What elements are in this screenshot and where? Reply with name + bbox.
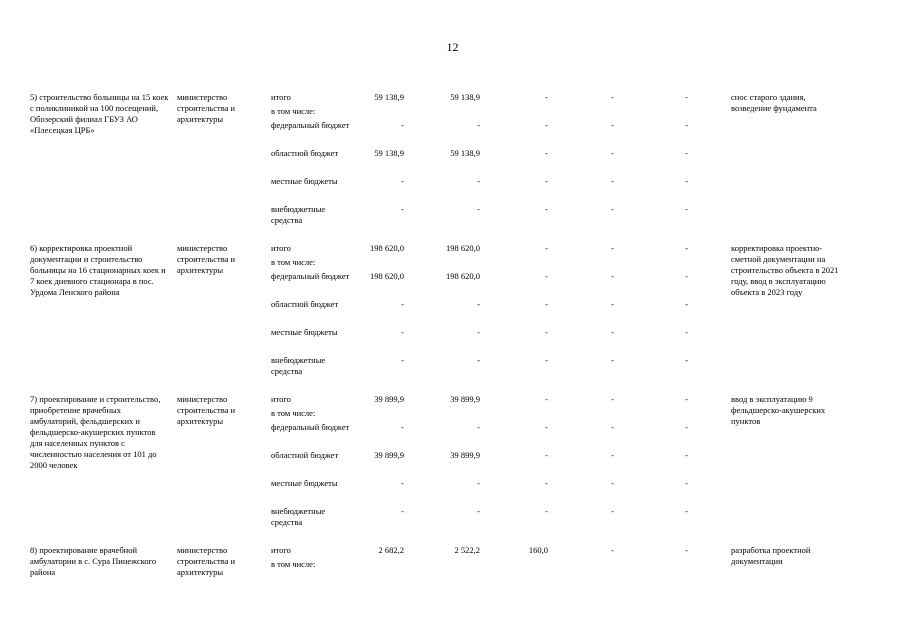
amount-cell: -: [545, 176, 548, 186]
amount-cell: -: [685, 120, 688, 130]
amount-cell: -: [401, 299, 404, 309]
amount-cell: -: [685, 422, 688, 432]
amount-cell: -: [685, 394, 688, 404]
amount-cell: -: [545, 506, 548, 516]
amount-cell: -: [611, 204, 614, 214]
amount-cell: -: [545, 204, 548, 214]
amount-cell: -: [477, 120, 480, 130]
amount-cell: -: [611, 478, 614, 488]
amount-cell: -: [611, 545, 614, 555]
funding-source: федеральный бюджет: [271, 271, 350, 281]
amount-cell: -: [545, 422, 548, 432]
amount-cell: -: [685, 204, 688, 214]
amount-cell: -: [685, 243, 688, 253]
amount-cell: -: [685, 92, 688, 102]
amount-cell: -: [401, 422, 404, 432]
amount-cell: 198 620,0: [370, 243, 404, 253]
amount-cell: -: [401, 478, 404, 488]
amount-cell: 59 138,9: [374, 148, 404, 158]
funding-source: местные бюджеты: [271, 176, 338, 186]
amount-cell: -: [477, 299, 480, 309]
amount-cell: -: [611, 355, 614, 365]
funding-source: в том числе:: [271, 559, 316, 569]
amount-cell: 2 682,2: [378, 545, 404, 555]
responsible-executor: министерство строительства и архитектуры: [177, 92, 236, 124]
amount-cell: 39 899,9: [450, 450, 480, 460]
amount-cell: 39 899,9: [450, 394, 480, 404]
amount-cell: -: [545, 394, 548, 404]
amount-cell: 160,0: [528, 545, 548, 555]
amount-cell: -: [611, 506, 614, 516]
amount-cell: -: [477, 327, 480, 337]
event-name: 7) проектирование и строительство, приобретение врачебных амбулаторий, фельдшерских и фельдшерско-акушерских пунктов для населенных пунктов с численностью населения от 101 до 2000 человек: [30, 394, 161, 470]
funding-source: итого: [271, 394, 291, 404]
amount-cell: 198 620,0: [370, 271, 404, 281]
amount-cell: 198 620,0: [446, 243, 480, 253]
event-name: 6) корректировка проектной документации и строительство больницы на 16 стационарных коек и 7 коек дневного стационара в пос. Урдома Ленского района: [30, 243, 166, 297]
amount-cell: 2 522,2: [454, 545, 480, 555]
funding-source: итого: [271, 243, 291, 253]
funding-source: федеральный бюджет: [271, 120, 350, 130]
amount-cell: -: [611, 450, 614, 460]
amount-cell: -: [545, 271, 548, 281]
funding-source: местные бюджеты: [271, 478, 338, 488]
amount-cell: 39 899,9: [374, 394, 404, 404]
amount-cell: -: [611, 327, 614, 337]
amount-cell: -: [545, 327, 548, 337]
amount-cell: -: [685, 478, 688, 488]
amount-cell: -: [545, 478, 548, 488]
amount-cell: 59 138,9: [374, 92, 404, 102]
amount-cell: 39 899,9: [374, 450, 404, 460]
amount-cell: -: [401, 506, 404, 516]
amount-cell: -: [611, 92, 614, 102]
amount-cell: -: [477, 204, 480, 214]
amount-cell: -: [401, 176, 404, 186]
amount-cell: -: [545, 120, 548, 130]
amount-cell: -: [545, 450, 548, 460]
amount-cell: -: [477, 422, 480, 432]
funding-source: местные бюджеты: [271, 327, 338, 337]
responsible-executor: министерство строительства и архитектуры: [177, 243, 236, 275]
funding-source: областной бюджет: [271, 148, 339, 158]
funding-source: итого: [271, 545, 291, 555]
amount-cell: -: [685, 299, 688, 309]
funding-source: областной бюджет: [271, 299, 339, 309]
funding-source: областной бюджет: [271, 450, 339, 460]
funding-source: в том числе:: [271, 408, 316, 418]
amount-cell: -: [545, 148, 548, 158]
amount-cell: -: [545, 299, 548, 309]
amount-cell: -: [401, 355, 404, 365]
funding-source: внебюджетные средства: [271, 204, 326, 225]
event-name: 8) проектирование врачебной амбулатории в с. Сура Пинежского района: [30, 545, 157, 577]
amount-cell: -: [685, 545, 688, 555]
amount-cell: -: [545, 92, 548, 102]
amount-cell: -: [611, 422, 614, 432]
amount-cell: -: [611, 148, 614, 158]
responsible-executor: министерство строительства и архитектуры: [177, 545, 236, 577]
amount-cell: -: [685, 355, 688, 365]
funding-source: внебюджетные средства: [271, 355, 326, 376]
amount-cell: -: [545, 243, 548, 253]
amount-cell: -: [685, 506, 688, 516]
amount-cell: -: [685, 176, 688, 186]
expected-result: снос старого здания, возведение фундамента: [731, 92, 817, 113]
funding-source: в том числе:: [271, 257, 316, 267]
amount-cell: -: [611, 176, 614, 186]
amount-cell: -: [611, 271, 614, 281]
amount-cell: -: [611, 243, 614, 253]
amount-cell: -: [477, 355, 480, 365]
expected-result: корректировка проектно-сметной документации на строительство объекта в 2021 году, ввод в эксплуатацию объекта в 2023 году: [731, 243, 839, 297]
expected-result: разработка проектной документации: [731, 545, 811, 566]
funding-source: внебюджетные средства: [271, 506, 326, 527]
amount-cell: -: [685, 450, 688, 460]
funding-source: в том числе:: [271, 106, 316, 116]
funding-source: итого: [271, 92, 291, 102]
amount-cell: 59 138,9: [450, 92, 480, 102]
responsible-executor: министерство строительства и архитектуры: [177, 394, 236, 426]
amount-cell: -: [477, 176, 480, 186]
amount-cell: 59 138,9: [450, 148, 480, 158]
amount-cell: -: [477, 478, 480, 488]
page-number: 12: [446, 40, 459, 54]
expected-result: ввод в эксплуатацию 9 фельдшерско-акушерских пунктов: [731, 394, 826, 426]
funding-source: федеральный бюджет: [271, 422, 350, 432]
amount-cell: -: [401, 327, 404, 337]
event-name: 5) строительство больницы на 15 коек с поликлиникой на 100 посещений, Обозерский филиал ГБУЗ АО «Плесецкая ЦРБ»: [30, 92, 169, 135]
amount-cell: -: [685, 271, 688, 281]
amount-cell: -: [611, 394, 614, 404]
amount-cell: -: [401, 204, 404, 214]
amount-cell: 198 620,0: [446, 271, 480, 281]
amount-cell: -: [401, 120, 404, 130]
amount-cell: -: [477, 506, 480, 516]
amount-cell: -: [611, 120, 614, 130]
amount-cell: -: [611, 299, 614, 309]
amount-cell: -: [545, 355, 548, 365]
amount-cell: -: [685, 148, 688, 158]
amount-cell: -: [685, 327, 688, 337]
